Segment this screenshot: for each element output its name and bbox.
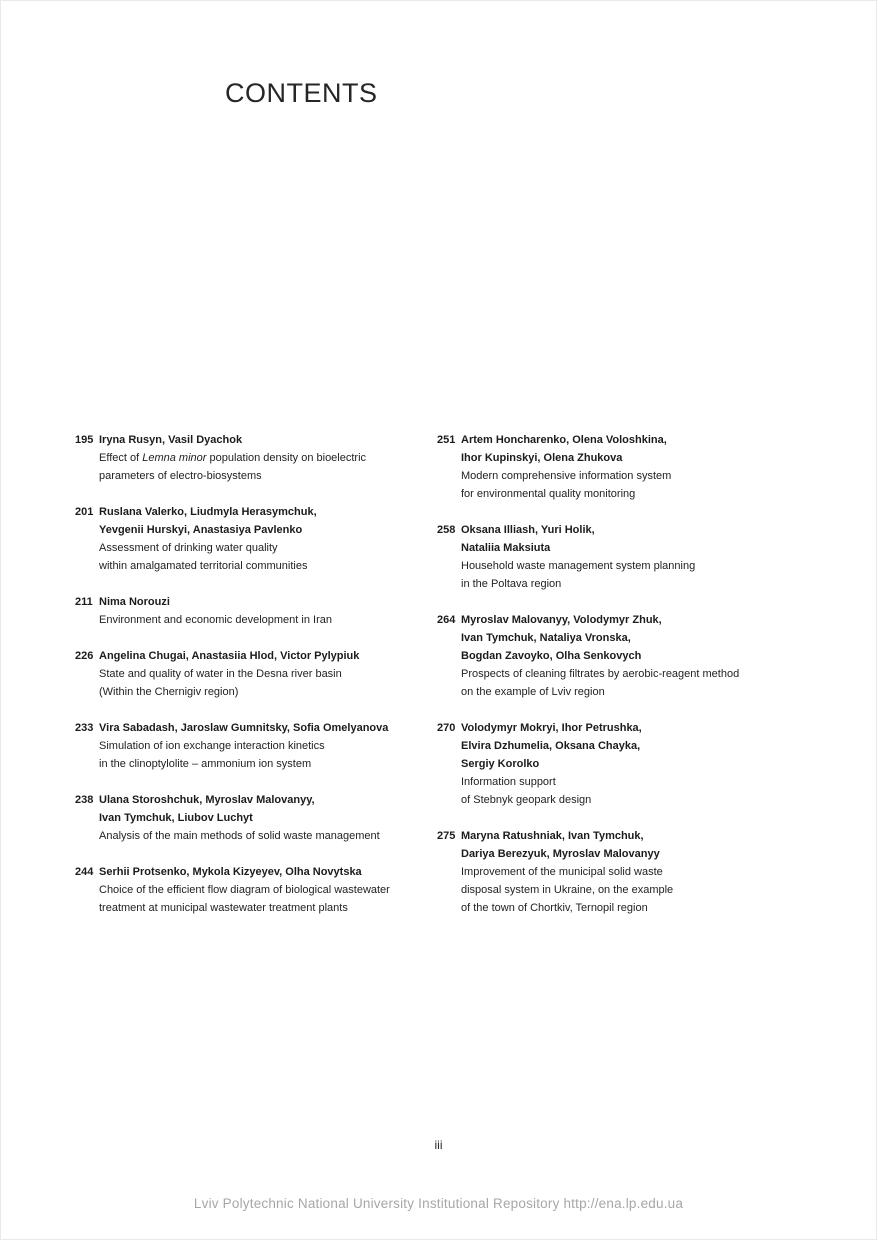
toc-entry-authors: Oksana Illiash, Yuri Holik, Nataliia Maksiuta [461,524,595,554]
title-text: disposal system in Ukraine, on the example [461,884,674,896]
toc-entry [75,431,415,485]
title-text: (Within the Chernigiv region) [99,686,239,698]
toc-entry [75,791,415,845]
title-text: State and quality of water in the Desna river basin [99,668,342,680]
page-title: CONTENTS [225,78,378,108]
toc-entry [437,827,777,917]
toc-entry-authors: Iryna Rusyn, Vasil Dyachok [99,434,243,446]
toc-entry-authors: Serhii Protsenko, Mykola Kizyeyev, Olha Novytska [99,866,362,878]
toc-entry-authors: Myroslav Malovanyy, Volodymyr Zhuk, Ivan Tymchuk, Nataliya Vronska, Bogdan Zavoyko, Olha Senkovych [461,614,662,662]
title-text: Assessment of drinking water quality [99,542,278,554]
title-text: in the clinoptylolite – ammonium ion system [99,758,312,770]
toc-entry-authors: Ulana Storoshchuk, Myroslav Malovanyy, Ivan Tymchuk, Liubov Luchyt [99,794,315,824]
toc-entry-title [99,827,380,845]
toc-entry-authors: Maryna Ratushniak, Ivan Tymchuk, Dariya Berezyuk, Myroslav Malovanyy [461,830,660,860]
toc-entry [437,719,777,809]
page-number: iii [434,1138,443,1152]
toc-entry-page: 264 [437,614,456,626]
title-text: treatment at municipal wastewater treatment plants [99,902,348,914]
toc-entry-title [461,557,695,593]
toc-entry-authors: Ruslana Valerko, Liudmyla Herasymchuk, Yevgenii Hurskyi, Anastasiya Pavlenko [99,506,317,536]
toc-entry-page: 211 [75,596,93,608]
toc-entry-authors: Nima Norouzi [99,596,170,608]
title-text: of the town of Chortkiv, Ternopil region [461,902,648,914]
title-text: Choice of the efficient flow diagram of biological wastewater [99,884,390,896]
toc-entry-body [461,611,739,701]
toc-entry-body [461,719,642,809]
title-text: Analysis of the main methods of solid waste management [99,830,380,842]
toc-entry-body [99,593,332,629]
toc-entry [437,611,777,701]
toc-entry-body [99,647,359,701]
toc-entry-page: 251 [437,434,456,446]
title-text: for environmental quality monitoring [461,488,636,500]
toc-entry-page: 244 [75,866,94,878]
toc-entry-authors: Volodymyr Mokryi, Ihor Petrushka, Elvira Dzhumelia, Oksana Chayka, Sergiy Korolko [461,722,642,770]
toc-entry-body [99,431,366,485]
toc-entry-page: 195 [75,434,94,446]
title-text: on the example of Lviv region [461,686,605,698]
toc-entry-title [99,737,388,773]
toc-entry-title [99,665,359,701]
toc-entry-title [461,467,671,503]
toc-entry-body [461,827,673,917]
title-text: parameters of electro-biosystems [99,470,262,482]
toc-entry-authors: Vira Sabadash, Jaroslaw Gumnitsky, Sofia Omelyanova [99,722,389,734]
toc-entry-title [99,539,317,575]
title-text: Modern comprehensive information system [461,470,672,482]
toc-entry-title [461,773,642,809]
title-text: Improvement of the municipal solid waste [461,866,663,878]
toc-entry [75,719,415,773]
title-text: Environment and economic development in Iran [99,614,332,626]
title-text: Simulation of ion exchange interaction kinetics [99,740,325,752]
toc-entry-body [99,863,390,917]
toc-entry-title [461,863,673,917]
toc-entry-title [99,611,332,629]
toc-entry-page: 233 [75,722,94,734]
toc-entry-body [461,431,671,503]
toc-entry-page: 226 [75,650,94,662]
title-text: Effect of [99,452,143,464]
toc-entry-page: 238 [75,794,94,806]
title-text: Information support [461,776,556,788]
toc-entry-page: 270 [437,722,456,734]
title-text: in the Poltava region [461,578,562,590]
toc-column-right [437,431,777,935]
toc-column-left [75,431,415,935]
title-text: Prospects of cleaning filtrates by aerobic-reagent method [461,668,740,680]
toc-entry-body [99,503,317,575]
toc-entry-page: 275 [437,830,456,842]
toc-entry-body [99,719,388,773]
toc-entry [75,593,415,629]
toc-entry [75,503,415,575]
title-text: of Stebnyk geopark design [461,794,592,806]
toc-entry [437,431,777,503]
toc-entry-body [461,521,695,593]
italic-title-text: Lemna minor [142,452,207,464]
toc-entry-title [461,665,739,701]
toc-columns [75,431,777,935]
toc-entry-title [99,449,366,485]
title-text: within amalgamated territorial communities [99,560,308,572]
toc-entry [75,863,415,917]
repository-footer: Lviv Polytechnic National University Institutional Repository http://ena.lp.edu.ua [193,1196,684,1211]
title-text: Household waste management system planning [461,560,696,572]
toc-entry-title [99,881,390,917]
toc-entry-body [99,791,380,845]
toc-entry-page: 258 [437,524,456,536]
title-text: population density on bioelectric [206,452,367,464]
toc-entry-page: 201 [75,506,94,518]
toc-entry [75,647,415,701]
toc-entry [437,521,777,593]
toc-entry-authors: Artem Honcharenko, Olena Voloshkina, Ihor Kupinskyi, Olena Zhukova [461,434,667,464]
toc-entry-authors: Angelina Chugai, Anastasiia Hlod, Victor Pylypiuk [99,650,360,662]
